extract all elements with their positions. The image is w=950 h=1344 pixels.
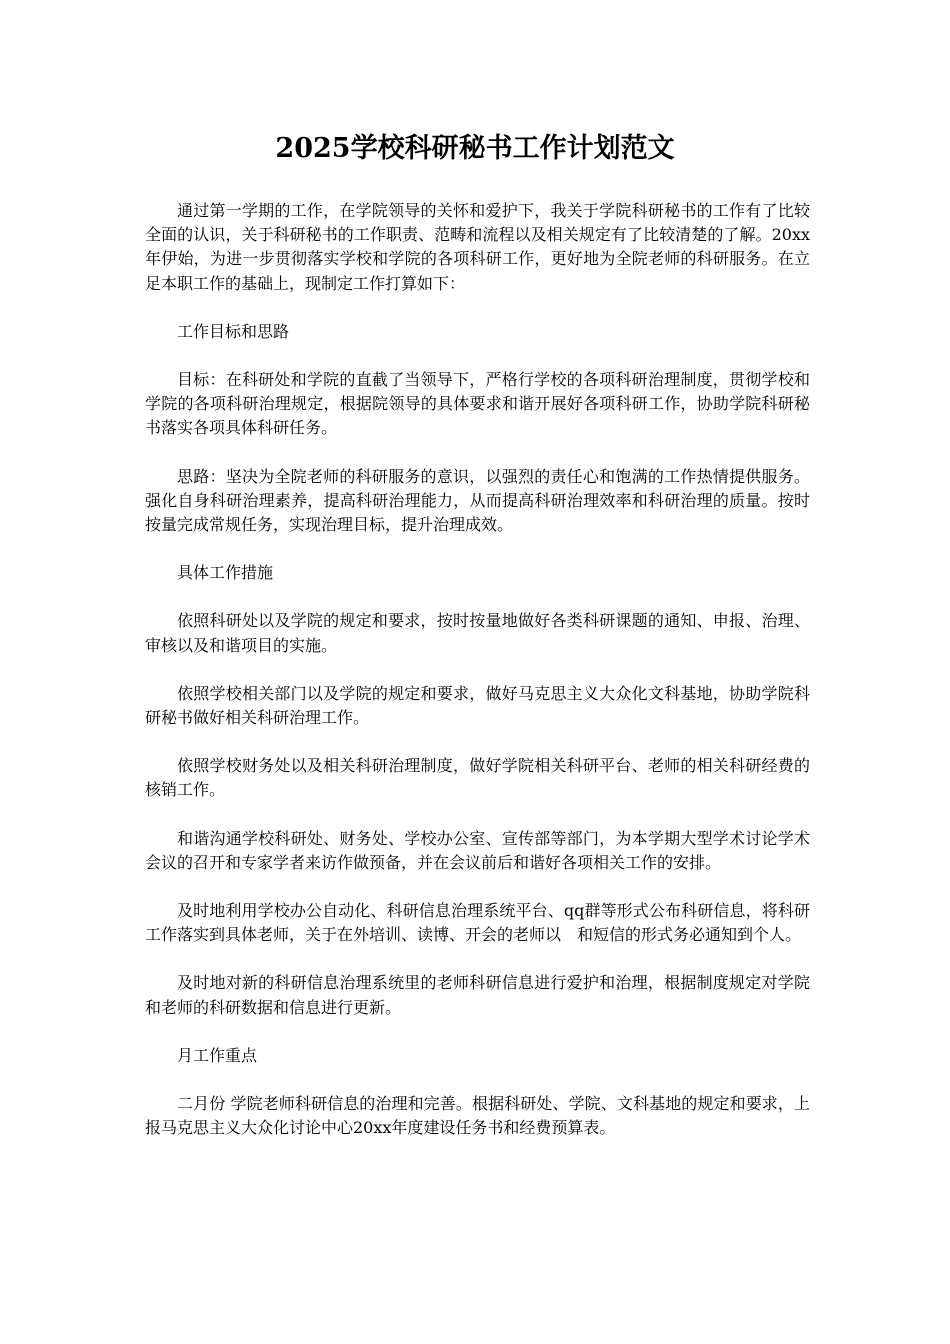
document-body	[145, 199, 810, 1164]
section-heading-measures: 具体工作措施	[177, 563, 274, 583]
measure-paragraph: 依照学校财务处以及相关科研治理制度，做好学院相关科研平台、老师的相关科研经费的核销工作。	[145, 756, 810, 800]
measure-paragraph: 和谐沟通学校科研处、财务处、学校办公室、宣传部等部门，为本学期大型学术讨论学术会议的召开和专家学者来访作做预备，并在会议前后和谐好各项相关工作的安排。	[145, 828, 810, 872]
document-title: 2025学校科研秘书工作计划范文	[275, 133, 675, 164]
measure-paragraph: 依照科研处以及学院的规定和要求，按时按量地做好各类科研课题的通知、申报、治理、审核以及和谐项目的实施。	[145, 611, 810, 655]
intro-paragraph: 通过第一学期的工作，在学院领导的关怀和爱护下，我关于学院科研秘书的工作有了比较全面的认识，关于科研秘书的工作职责、范畴和流程以及相关规定有了比较清楚的了解。20xx年伊始，为进一步贯彻落实学校和学院的各项科研工作，更好地为全院老师的科研服务。在立足本职工作的基础上，现制定工作打算如下：	[145, 201, 810, 293]
section-heading-goals: 工作目标和思路	[177, 321, 290, 341]
section-heading-monthly: 月工作重点	[177, 1045, 258, 1065]
monthly-paragraph: 二月份 学院老师科研信息的治理和完善。根据科研处、学院、文科基地的规定和要求，上报马克思主义大众化讨论中心20xx年度建设任务书和经费预算表。	[145, 1094, 810, 1138]
goal-paragraph: 目标：在科研处和学院的直截了当领导下，严格行学校的各项科研治理制度，贯彻学校和学院的各项科研治理规定，根据院领导的具体要求和谐开展好各项科研工作，协助学院科研秘书落实各项具体科研任务。	[145, 370, 810, 438]
measure-paragraph: 及时地利用学校办公自动化、科研信息治理系统平台、qq群等形式公布科研信息，将科研工作落实到具体老师，关于在外培训、读博、开会的老师以 和短信的形式务必通知到个人。	[145, 901, 810, 945]
approach-paragraph: 思路：坚决为全院老师的科研服务的意识，以强烈的责任心和饱满的工作热情提供服务。强化自身科研治理素养，提高科研治理能力，从而提高科研治理效率和科研治理的质量。按时按量完成常规任务，实现治理目标，提升治理成效。	[145, 466, 810, 535]
measure-paragraph: 依照学校相关部门以及学院的规定和要求，做好马克思主义大众化文科基地，协助学院科研秘书做好相关科研治理工作。	[145, 683, 810, 728]
measure-paragraph: 及时地对新的科研信息治理系统里的老师科研信息进行爱护和治理，根据制度规定对学院和老师的科研数据和信息进行更新。	[145, 973, 810, 1017]
